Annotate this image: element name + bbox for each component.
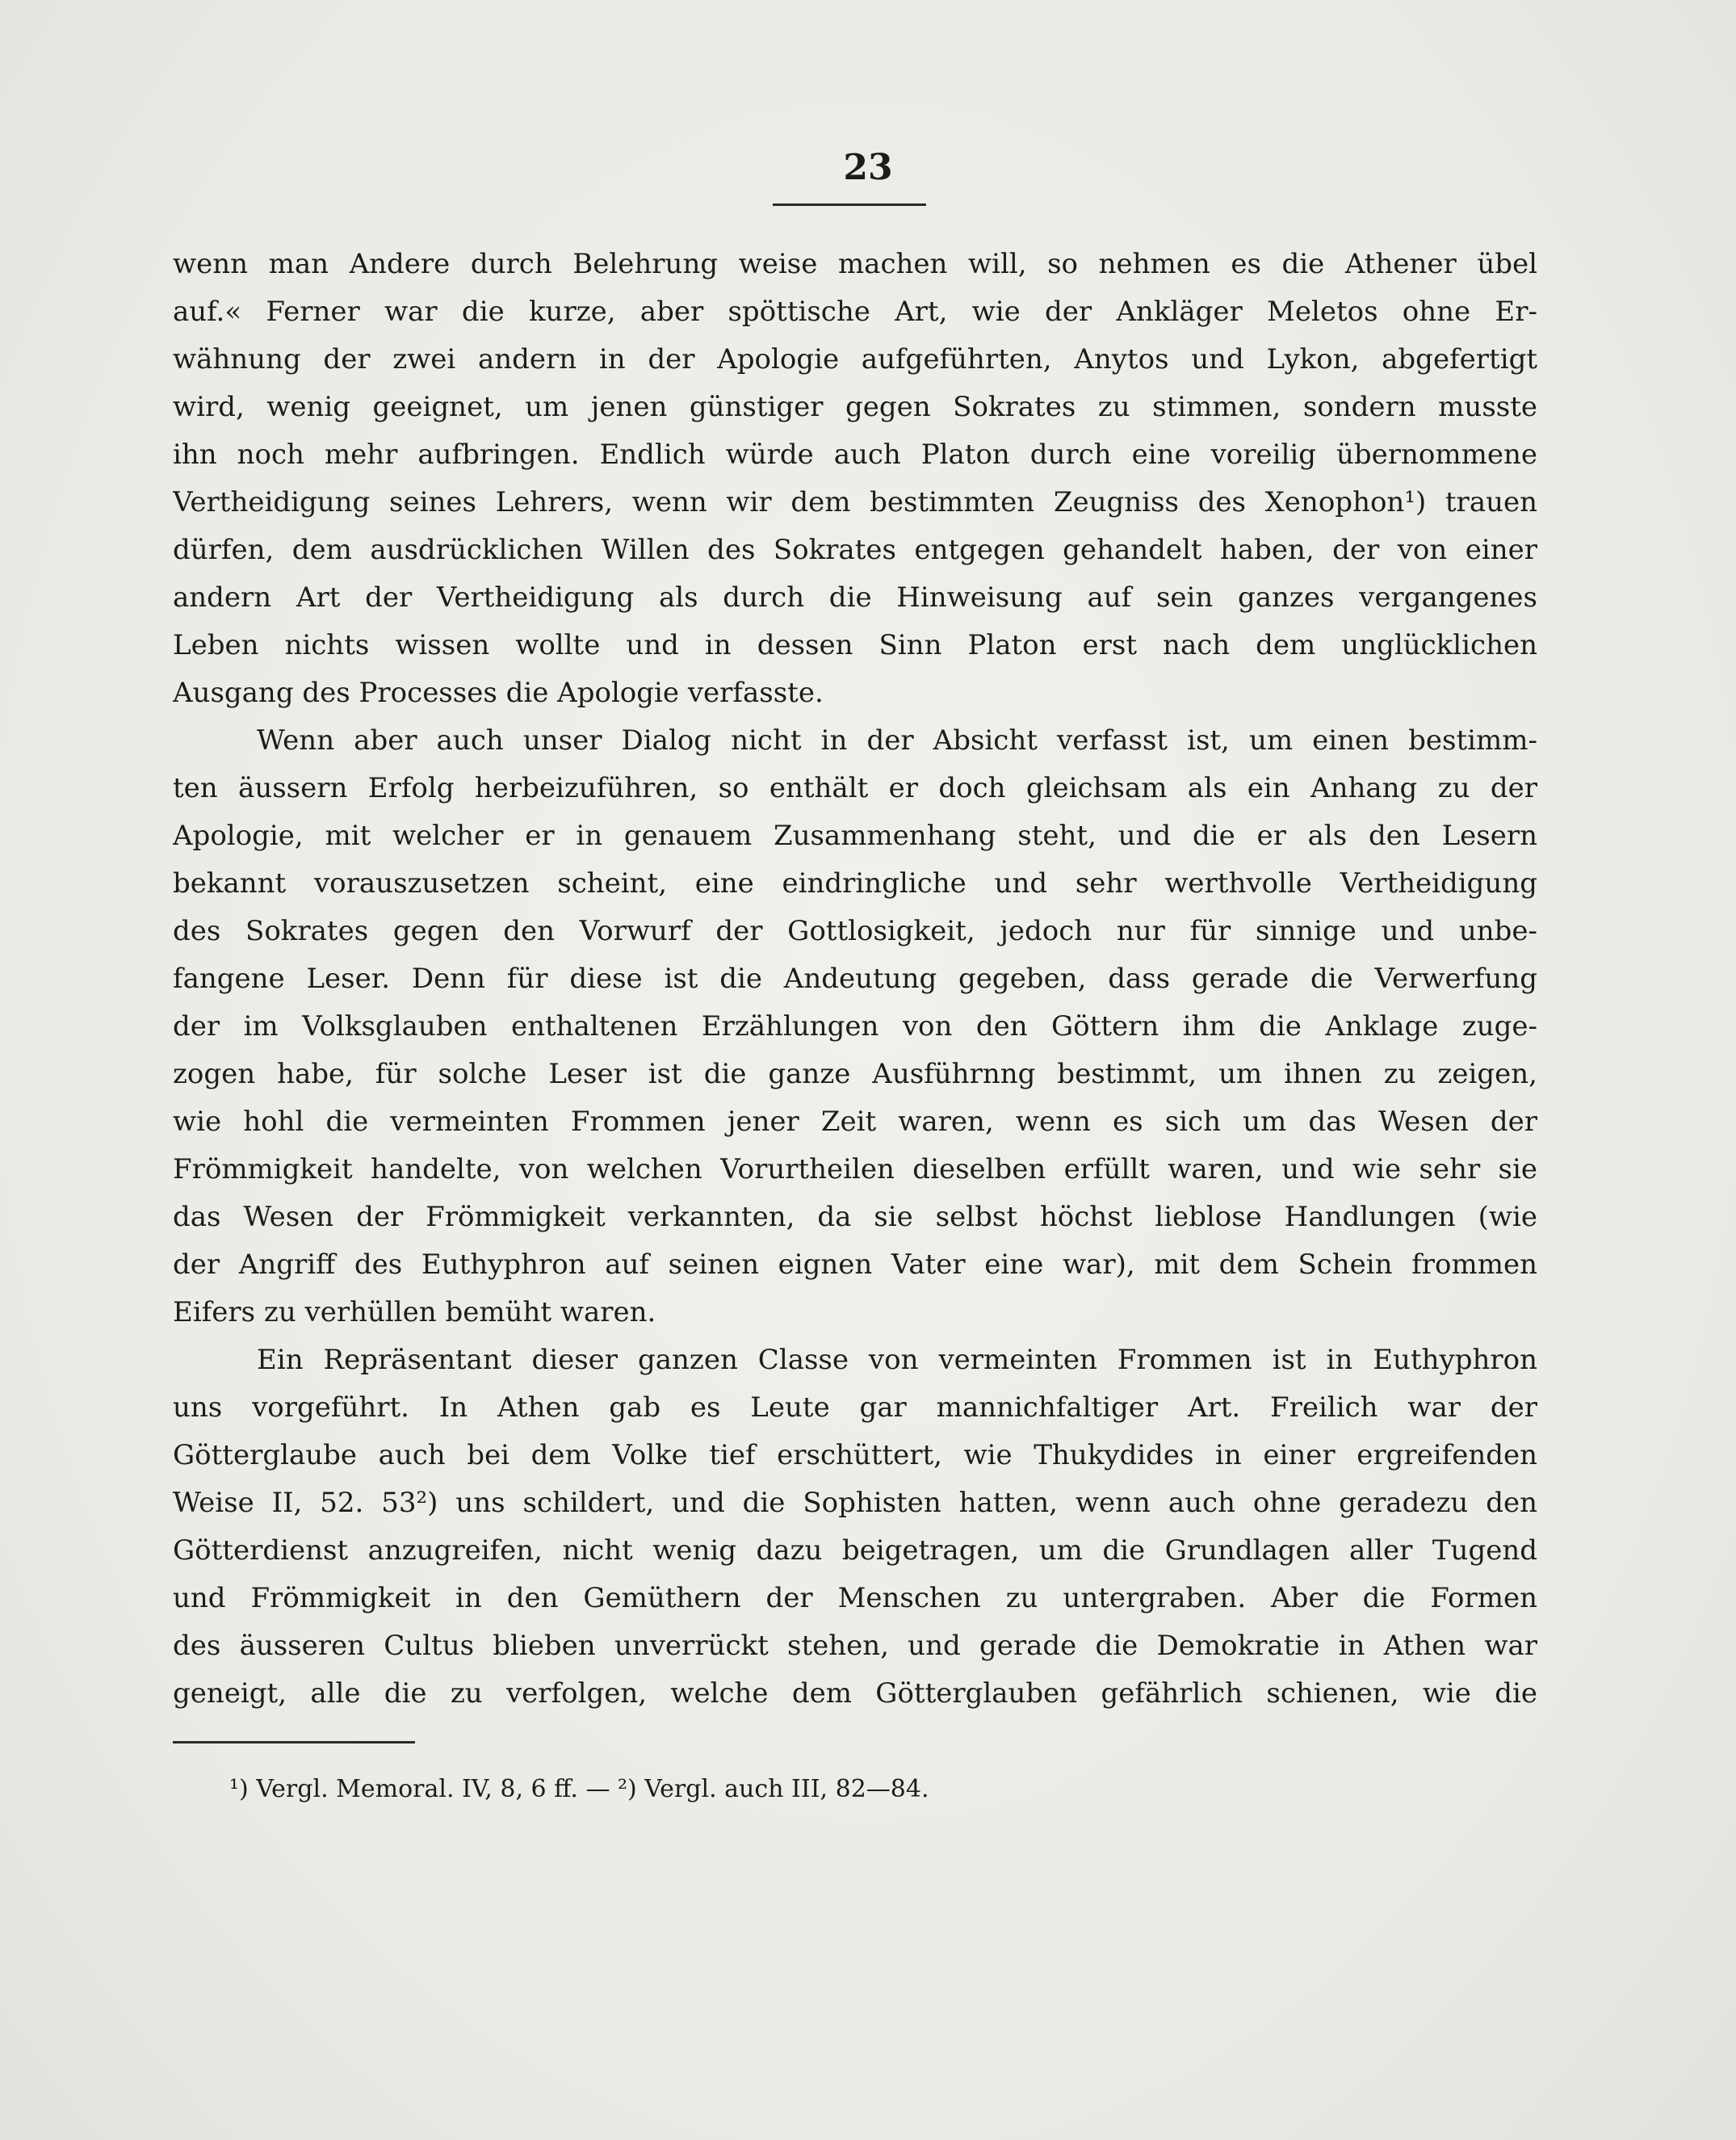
text-line: wird, wenig geeignet, um jenen günstiger gegen Sokrates zu stimmen, sondern musste	[173, 391, 1537, 423]
text-line: Eifers zu verhüllen bemüht waren.	[173, 1296, 656, 1328]
text-line: bekannt vorauszusetzen scheint, eine eindringliche und sehr werthvolle Vertheidigung	[173, 867, 1537, 900]
text-line: ten äussern Erfolg herbeizuführen, so enthält er doch gleichsam als ein Anhang zu der	[173, 772, 1537, 804]
footnotes: ¹) Vergl. Memoral. IV, 8, 6 ff. — ²) Vergl. auch III, 82—84.	[229, 1775, 929, 1803]
text-line: dürfen, dem ausdrücklichen Willen des Sokrates entgegen gehandelt haben, der von einer	[173, 534, 1537, 566]
text-line: Weise II, 52. 53²) uns schildert, und die Sophisten hatten, wenn auch ohne geradezu den	[173, 1487, 1537, 1519]
footnote-rule	[173, 1741, 415, 1743]
text-line: Frömmigkeit handelte, von welchen Vorurtheilen dieselben erfüllt waren, und wie sehr sie	[173, 1153, 1537, 1185]
text-line: Apologie, mit welcher er in genauem Zusammenhang steht, und die er als den Lesern	[173, 820, 1537, 852]
text-line: Leben nichts wissen wollte und in dessen Sinn Platon erst nach dem unglücklichen	[173, 629, 1537, 661]
text-line: des äusseren Cultus blieben unverrückt stehen, und gerade die Demokratie in Athen war	[173, 1630, 1537, 1662]
text-line: uns vorgeführt. In Athen gab es Leute gar mannichfaltiger Art. Freilich war der	[173, 1391, 1537, 1424]
text-line: wie hohl die vermeinten Frommen jener Zeit waren, wenn es sich um das Wesen der	[173, 1106, 1537, 1138]
text-line: der im Volksglauben enthaltenen Erzählungen von den Göttern ihm die Anklage zuge-	[173, 1010, 1537, 1043]
text-line: wenn man Andere durch Belehrung weise machen will, so nehmen es die Athener übel	[173, 248, 1537, 280]
text-line: geneigt, alle die zu verfolgen, welche dem Götterglauben gefährlich schienen, wie die	[173, 1677, 1537, 1710]
text-line: Götterglaube auch bei dem Volke tief erschüttert, wie Thukydides in einer ergreifenden	[173, 1439, 1537, 1471]
text-line: ihn noch mehr aufbringen. Endlich würde auch Platon durch eine voreilig übernommene	[173, 438, 1537, 471]
text-line: Götterdienst anzugreifen, nicht wenig dazu beigetragen, um die Grundlagen aller Tugend	[173, 1534, 1537, 1567]
text-line: zogen habe, für solche Leser ist die ganze Ausführnng bestimmt, um ihnen zu zeigen,	[173, 1058, 1537, 1090]
text-line: Ein Repräsentant dieser ganzen Classe von vermeinten Frommen ist in Euthyphron	[257, 1344, 1537, 1376]
text-line: Vertheidigung seines Lehrers, wenn wir dem bestimmten Zeugniss des Xenophon¹) trauen	[173, 486, 1537, 518]
text-line: Wenn aber auch unser Dialog nicht in der Absicht verfasst ist, um einen bestimm-	[257, 724, 1537, 757]
text-line: des Sokrates gegen den Vorwurf der Gottlosigkeit, jedoch nur für sinnige und unbe-	[173, 915, 1537, 947]
text-line: fangene Leser. Denn für diese ist die Andeutung gegeben, dass gerade die Verwerfung	[173, 963, 1537, 995]
text-line: auf.« Ferner war die kurze, aber spöttische Art, wie der Ankläger Meletos ohne Er-	[173, 296, 1537, 328]
text-line: Ausgang des Processes die Apologie verfasste.	[173, 677, 824, 709]
body-text	[173, 241, 1537, 1718]
text-line: und Frömmigkeit in den Gemüthern der Menschen zu untergraben. Aber die Formen	[173, 1582, 1537, 1614]
text-line: der Angriff des Euthyphron auf seinen eignen Vater eine war), mit dem Schein frommen	[173, 1248, 1537, 1281]
text-line: wähnung der zwei andern in der Apologie aufgeführten, Anytos und Lykon, abgefertigt	[173, 343, 1537, 376]
text-line: andern Art der Vertheidigung als durch die Hinweisung auf sein ganzes vergangenes	[173, 581, 1537, 614]
header-rule	[773, 204, 926, 206]
text-line: das Wesen der Frömmigkeit verkannten, da sie selbst höchst lieblose Handlungen (wie	[173, 1201, 1537, 1233]
page-number: 23	[843, 147, 893, 188]
